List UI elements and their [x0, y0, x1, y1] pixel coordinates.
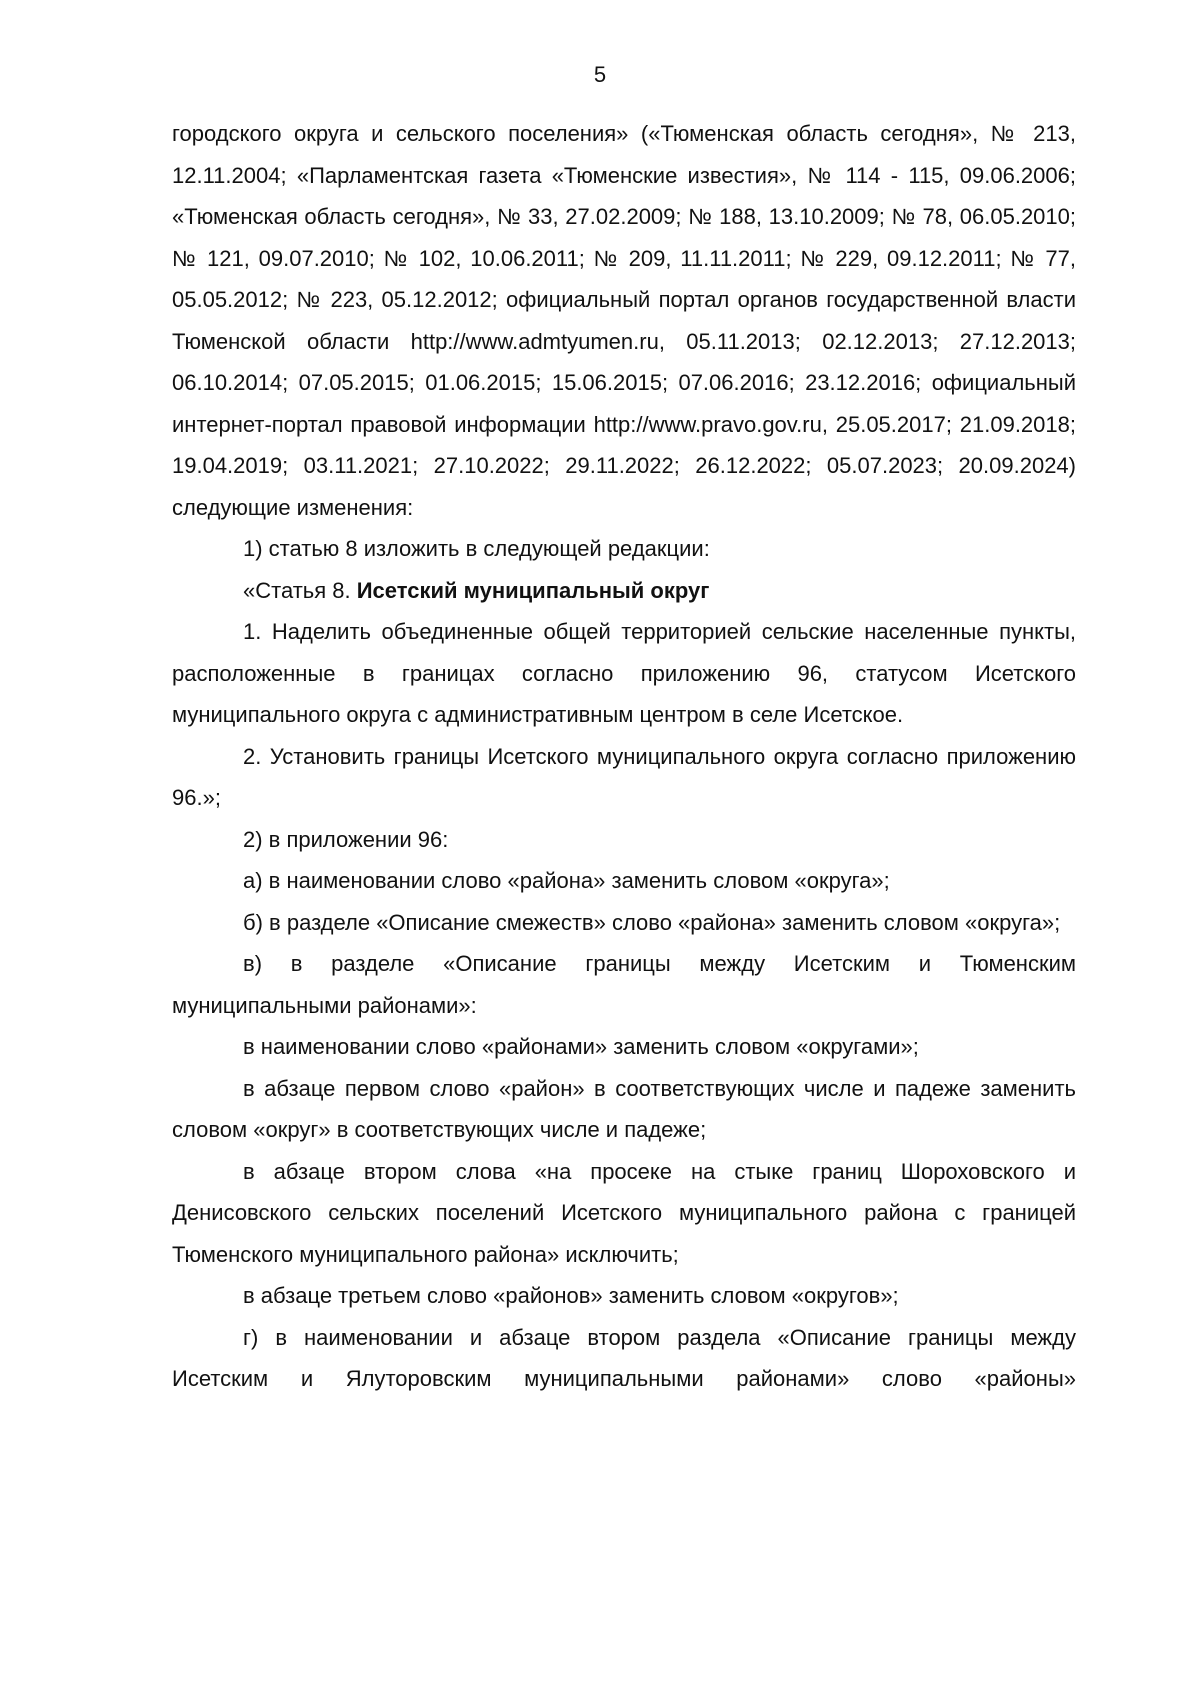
- paragraph-item-a: а) в наименовании слово «района» заменить словом «округа»;: [243, 868, 890, 893]
- paragraph-article-clause-1: 1. Наделить объединенные общей территорией сельские населенные пункты, расположенные в границах согласно приложению 96, статусом Исетского муниципального округа с административным центром в селе Исетское.: [172, 619, 1076, 727]
- paragraph-item-b: б) в разделе «Описание смежеств» слово «района» заменить словом «округа»;: [243, 909, 1061, 935]
- paragraph-article-clause-2: 2. Установить границы Исетского муниципального округа согласно приложению 96.»;: [172, 743, 1076, 810]
- article-heading: [172, 570, 1076, 612]
- page-number: 5: [593, 62, 607, 87]
- paragraph-item-v-third: в абзаце третьем слово «районов» заменить словом «округов»;: [243, 1283, 899, 1308]
- paragraph-amendment-2: 2) в приложении 96:: [243, 826, 449, 852]
- document-body: [172, 113, 1076, 1400]
- paragraph-item-v-first: в абзаце первом слово «район» в соответствующих числе и падеже заменить словом «округ» в соответствующих числе и падеже;: [172, 1075, 1076, 1142]
- paragraph-item-v: в) в разделе «Описание границы между Исетским и Тюменским муниципальными районами»:: [172, 951, 1076, 1018]
- article-heading-title: Исетский муниципальный округ: [356, 577, 710, 603]
- paragraph-item-v-title: в наименовании слово «районами» заменить словом «округами»;: [243, 1034, 919, 1059]
- paragraph-item-v-second: в абзаце втором слова «на просеке на стыке границ Шороховского и Денисовского сельских поселений Исетского муниципального района с границей Тюменского муниципального района» исключить;: [172, 1158, 1076, 1267]
- article-heading-prefix: «Статья 8.: [243, 577, 357, 603]
- paragraph-amendment-1: 1) статью 8 изложить в следующей редакции:: [243, 536, 710, 561]
- paragraph-item-g: г) в наименовании и абзаце втором раздела «Описание границы между Исетским и Ялуторовским муниципальными районами» слово «районы»: [172, 1324, 1076, 1391]
- paragraph-publication-history: городского округа и сельского поселения» («Тюменская область сегодня», № 213, 12.11.2004; «Парламентская газета «Тюменские известия», № 114 - 115, 09.06.2006; «Тюменская область сегодня», № 33, 27.02.2009; № 188, 13.10.2009; № 78, 06.05.2010; № 121, 09.07.2010; № 102, 10.06.2011; № 209, 11.11.2011; № 229, 09.12.2011; № 77, 05.05.2012; № 223, 05.12.2012; официальный портал органов государственной власти Тюменской области http://www.admtyumen.ru, 05.11.2013; 02.12.2013; 27.12.2013; 06.10.2014; 07.05.2015; 01.06.2015; 15.06.2015; 07.06.2016; 23.12.2016; официальный интернет-портал правовой информации http://www.pravo.gov.ru, 25.05.2017; 21.09.2018; 19.04.2019; 03.11.2021; 27.10.2022; 29.11.2022; 26.12.2022; 05.07.2023; 20.09.2024) следующие изменения:: [172, 121, 1076, 520]
